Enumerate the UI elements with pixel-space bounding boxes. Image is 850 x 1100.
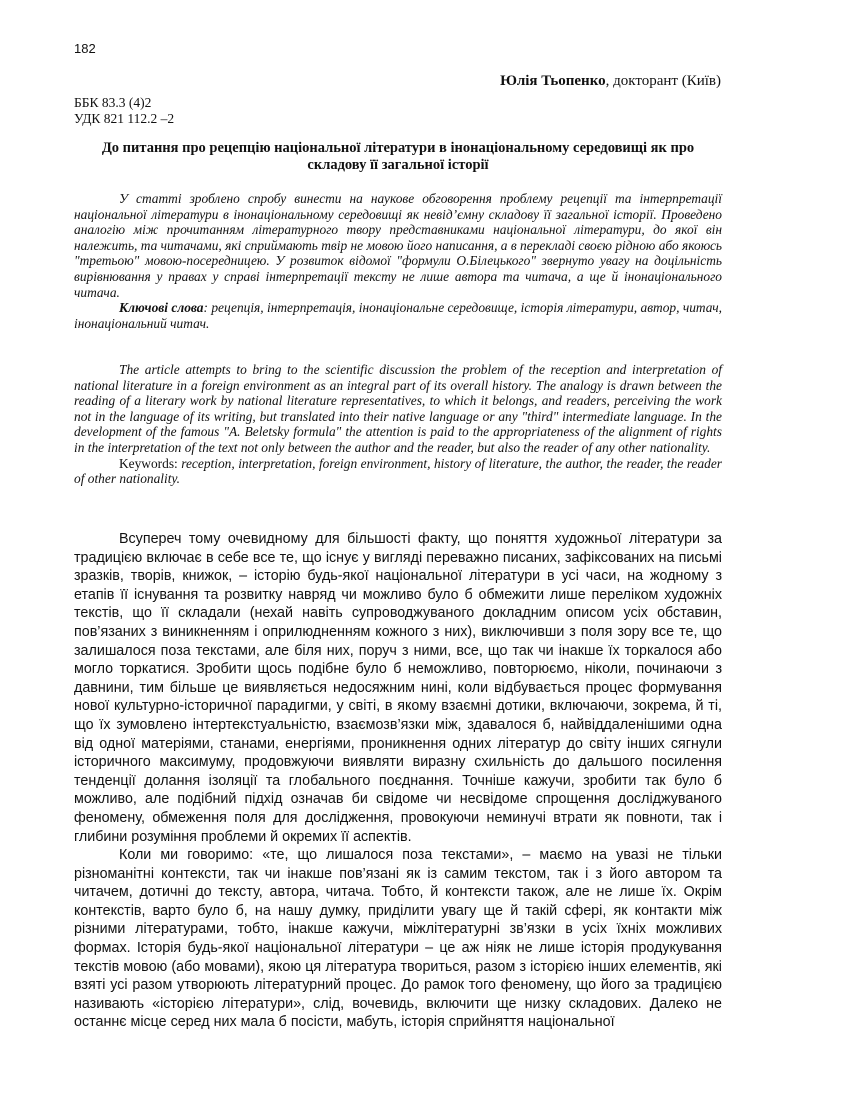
abstract-english (74, 362, 722, 487)
article-body (74, 530, 722, 1032)
keywords-en-label: Keywords: (119, 455, 178, 471)
author-role: , докторант (Київ) (605, 73, 721, 89)
keywords-ua-label: Ключові слова (119, 300, 204, 316)
keywords-ua (74, 300, 722, 331)
keywords-en (74, 456, 722, 487)
keywords-ua-list: : рецепція, інтерпретація, інонаціональне середовище, історія літератури, автор, читач, інонаціональний читач. (74, 300, 722, 331)
article-title: До питання про рецепцію національної літератури в інонаціональному середовищі як про складову її загальної історії (101, 140, 695, 173)
abstract-en-text: The article attempts to bring to the scientific discussion the problem of the reception and interpretation of national literature in a foreign environment as an integral part of its overall history. The analogy is drawn between the reading of a literary work by national literature representatives, to which it belongs, and readers, perceiving the work not in the language of its writing, but translated into their native language or any "third" intermediate language. In the development of the famous "A. Beletsky formula" the attention is paid to the appropriateness of the alignment of rights in the interpretation of the text not only between the author and the reader, but also the reader of any other nationality. (74, 362, 722, 455)
abstract-ua-text: У статті зроблено спробу винести на наукове обговорення проблему рецепції та інтерпретації національної літератури в інонаціональному середовищі як невід’ємну складову її загальної історії. Проведено аналогію між прочитанням літературного твору представниками національної літератури, до якої він належить, та читачами, які сприймають твір не мовою його написання, а в перекладі своєю рідною або якоюсь "третьою" мовою-посередницею. У розвиток відомої "формули О.Білецького" звернуто увагу на доцільність вирівнювання у правах у справі інтерпретації тексту не лише автора та читача, а ще й інонаціонального читача. (74, 191, 722, 300)
body-paragraph: Коли ми говоримо: «те, що лишалося поза текстами», – маємо на увазі не тільки різноманітні контексти, так чи інакше пов’язані як із самим текстом, так і з його автором та читачем, дотичні до тексту, автора, читача. Тобто, й контексти також, але не лише їх. Окрім контекстів, варто було б, на нашу думку, приділити увагу ще й такій сфері, як контакти між різними літературами, тобто, інакше кажучи, міжлітературні зв’язки в усіх їхніх можливих формах. Історія будь-якої національної літератури – це аж ніяк не лише історія продукування текстів мовою (або мовами), якою ця література твориться, разом з історією інших елементів, які взяті усі разом утворюють літературний процес. До рамок того феномену, що його за традицією називають «історією літератури», слід, вочевидь, включити ще низку складових. Далеко не останнє місце серед них мала б посісти, мабуть, історія сприйняття національної (74, 847, 722, 1031)
udk-code: УДК 821 112.2 –2 (74, 111, 175, 126)
classification-codes (74, 95, 174, 127)
body-paragraph: Всупереч тому очевидному для більшості факту, що поняття художньої літератури за традицією включає в себе все те, що існує у вигляді переважно писаних, зафіксованих на письмі зразків, творів, книжок, – історію будь-якої національної літератури в усі часи, на жодному з етапів її існування та розвитку навряд чи можливо було б обмежити лише переліком художніх текстів, що її складали (нехай навіть супроводжуваного докладним описом усіх обставин, пов’язаних з виникненням і оприлюдненням кожного з них), виключивши з поля зору все те, що залишалося поза текстами, але біля них, поруч з ними, все, що так чи інакше їх торкалося або могло торкатися. Зробити щось подібне було б неможливо, повторюємо, ніколи, починаючи з давнини, тим більше це виявляється недосяжним нині, коли відбувається процес формування нової культурно-історичної парадигми, у світі, в якому взаємні дотики, включаючи, зокрема, й ті, що їх зумовлено інтертекстуальністю, взаємозв’язки між, здавалося б, найвіддаленішими одна від одної матеріями, станами, енергіями, проникнення одних літератур до світу інших сягнули історичного максимуму, продовжуючи виявляти виразну схильність до дальшого посилення тенденції долання ізоляції та глобального поєднання. Точніше кажучи, зробити так було б можливо, але подібний підхід означав би свідоме чи несвідоме спрощення досліджуваного феномену, обмеження поля для дослідження, провокуючи неминучі втрати як повноти, так і глибини розуміння проблеми й окремих її аспектів. (74, 531, 722, 845)
author-name: Юлія Тьопенко (500, 73, 606, 89)
abstract-ukrainian (74, 191, 722, 331)
bbk-code: ББК 83.3 (4)2 (74, 95, 152, 110)
author-line (500, 73, 721, 90)
page-number: 182 (74, 41, 96, 56)
keywords-en-list: reception, interpretation, foreign environment, history of literature, the author, the reader, the reader of other nationality. (74, 455, 722, 487)
